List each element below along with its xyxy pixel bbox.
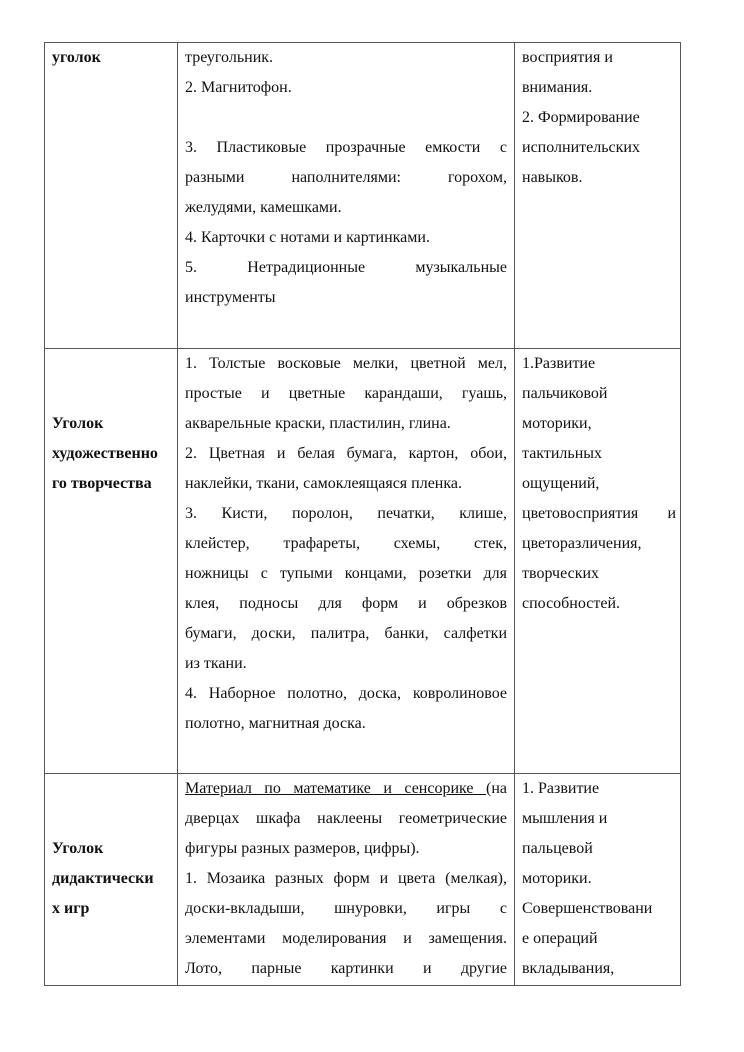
corner-name: уголок [52,49,101,66]
equipment-line: 3. Кисти, поролон, печатки, клише, [185,505,507,522]
goals-cell [515,349,681,774]
goal-line: цветоразличения, [522,535,642,552]
corner-name-line: дидактически [52,870,154,887]
corner-name-line: Уголок [52,415,104,432]
equipment-line: наклейки, ткани, самоклеящаяся пленка. [185,475,462,492]
equipment-line: 1. Мозаика разных форм и цвета (мелкая), [185,870,507,887]
equipment-line: 4. Карточки с нотами и картинками. [185,229,430,246]
equipment-line: 3. Пластиковые прозрачные емкости с [185,139,507,156]
goal-line: творческих [522,565,600,582]
equipment-line: клейстер, трафареты, схемы, стек, [185,535,507,552]
goal-line: тактильных [522,445,602,462]
equipment-line: клея, подносы для форм и обрезков [185,595,507,612]
equipment-line: простые и цветные карандаши, гуашь, [185,385,507,402]
equipment-line: разными наполнителями: горохом, [185,169,507,186]
equipment-line: из ткани. [185,655,247,672]
equipment-cell [178,774,515,986]
equipment-line: треугольник. [185,49,274,66]
goal-line: вкладывания, [522,960,615,977]
goals-cell [515,43,681,349]
corner-name-line: х игр [52,900,90,917]
equipment-cell [178,43,515,349]
equipment-line: 2. Цветная и белая бумага, картон, обои, [185,445,507,462]
corner-name-line: Уголок [52,840,104,857]
goal-line: 1.Развитие [522,355,596,372]
goal-line: е операций [522,930,598,947]
equipment-line [185,103,507,133]
goal-line: ощущений, [522,475,600,492]
equipment-line: элементами моделирования и замещения. [185,930,507,947]
table-row [45,349,681,774]
corner-name-cell [45,349,178,774]
equipment-line: 5. Нетрадиционные музыкальные [185,259,507,276]
equipment-line: доски-вкладыши, шнуровки, игры с [185,900,507,917]
goal-line: моторики. [522,870,592,887]
goal-line: пальцевой [522,840,593,857]
goal-line: навыков. [522,169,583,186]
table-row [45,43,681,349]
corner-name-cell [45,43,178,349]
corner-name-line: го творчества [52,475,152,492]
goal-line: Совершенствовани [522,900,653,917]
goal-line: мышления и [522,810,608,827]
goal-line: моторики, [522,415,592,432]
goal-line: 2. Формирование [522,109,640,126]
equipment-line: 4. Наборное полотно, доска, ковролиновое [185,685,507,702]
equipment-line: фигуры разных размеров, цифры). [185,840,420,857]
section-heading: Материал по математике и сенсорике (на [185,780,507,797]
equipment-line: Лото, парные картинки и другие [185,960,507,977]
equipment-line: 2. Магнитофон. [185,79,292,96]
equipment-line: желудями, камешками. [185,199,342,216]
table-row [45,774,681,986]
goal-line: цветовосприятия и [522,505,676,522]
goal-line: 1. Развитие [522,780,600,797]
equipment-line: ножницы с тупыми концами, розетки для [185,565,507,582]
equipment-cell [178,349,515,774]
goal-line: внимания. [522,79,593,96]
goal-line: восприятия и [522,49,613,66]
equipment-line: инструменты [185,289,276,306]
equipment-line: дверцах шкафа наклеены геометрические [185,810,507,827]
equipment-line: акварельные краски, пластилин, глина. [185,415,451,432]
equipment-table [44,42,681,986]
corner-name-cell [45,774,178,986]
equipment-line: 1. Толстые восковые мелки, цветной мел, [185,355,507,372]
corner-name-line: художественно [52,445,158,462]
goals-cell [515,774,681,986]
goal-line: способностей. [522,595,621,612]
equipment-line: полотно, магнитная доска. [185,715,366,732]
goal-line: исполнительских [522,139,640,156]
equipment-line: бумаги, доски, палитра, банки, салфетки [185,625,507,642]
goal-line: пальчиковой [522,385,608,402]
